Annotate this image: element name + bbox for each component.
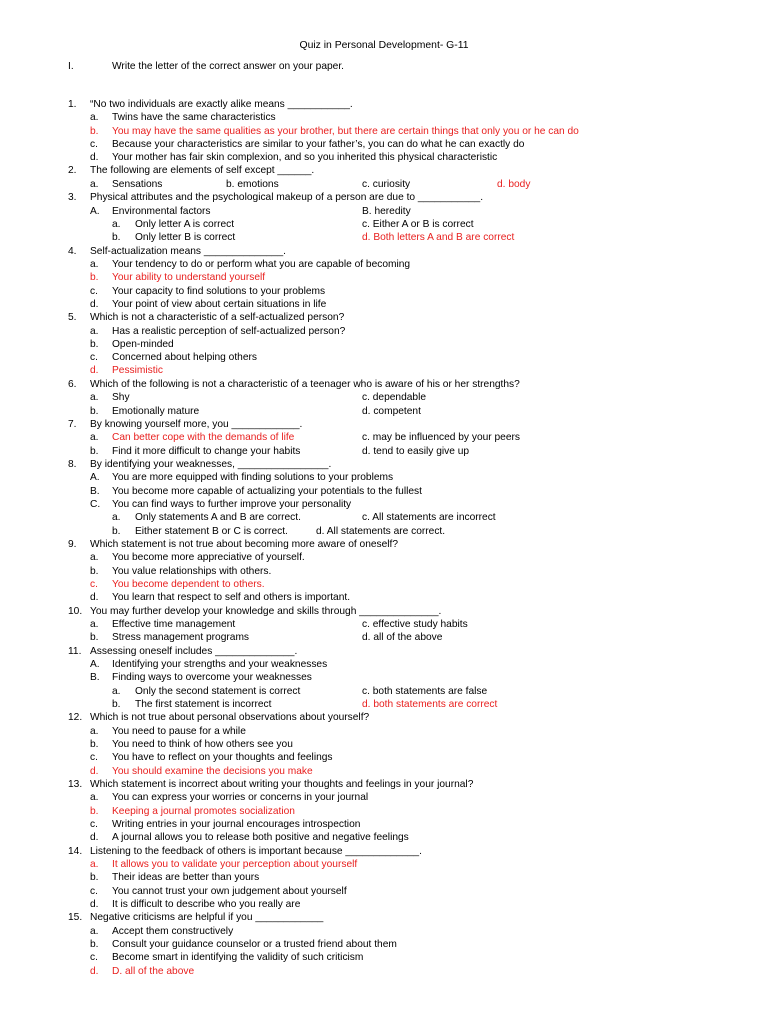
line-marker: a. (90, 432, 99, 443)
line-text: Emotionally mature (112, 406, 200, 417)
line-text: You cannot trust your own judgement about yourself (112, 886, 347, 897)
line-marker: b. (112, 526, 121, 537)
instruction-text: Write the letter of the correct answer on your paper. (112, 61, 344, 72)
line-marker: 13. (68, 779, 83, 790)
line-text: You may have the same qualities as your brother, but there are certain things that only you or he can do (112, 126, 579, 137)
line-text: c. All statements are incorrect (362, 512, 496, 523)
line-marker: b. (90, 939, 99, 950)
line-text: You need to think of how others see you (112, 739, 293, 750)
line-text: d. tend to easily give up (362, 446, 470, 457)
page-title: Quiz in Personal Development- G-11 (299, 40, 469, 51)
line-marker: c. (90, 579, 98, 590)
line-text: Stress management programs (112, 632, 250, 643)
line-text: Sensations (112, 179, 163, 190)
line-text: Your capacity to find solutions to your problems (112, 286, 326, 297)
line-marker: a. (90, 179, 99, 190)
line-text: d. All statements are correct. (316, 526, 446, 537)
line-marker: b. (90, 272, 99, 283)
line-marker: a. (90, 859, 99, 870)
line-text: Which statement is not true about becoming more aware of oneself? (90, 539, 399, 550)
line-text: Negative criticisms are helpful if you ____________ (90, 912, 324, 923)
line-marker: B. (90, 486, 100, 497)
line-marker: 15. (68, 912, 83, 923)
line-marker: 6. (68, 379, 77, 390)
line-marker: c. (90, 886, 98, 897)
line-marker: d. (90, 592, 99, 603)
line-text: Physical attributes and the psychological makeup of a person are due to ___________. (90, 192, 484, 203)
line-text: c. dependable (362, 392, 427, 403)
line-text: The following are elements of self except ______. (90, 165, 315, 176)
line-text: c. curiosity (362, 179, 411, 190)
line-text: d. Both letters A and B are correct (362, 232, 515, 243)
line-marker: A. (90, 206, 100, 217)
line-text: Which statement is incorrect about writing your thoughts and feelings in your journal? (90, 779, 474, 790)
line-text: Identifying your strengths and your weaknesses (112, 659, 328, 670)
line-marker: a. (112, 512, 121, 523)
line-marker: c. (90, 352, 98, 363)
line-text: You may further develop your knowledge and skills through ______________. (90, 606, 442, 617)
line-text: Because your characteristics are similar to your father’s, you can do what he can exactly do (112, 139, 525, 150)
line-text: You can find ways to further improve your personality (112, 499, 352, 510)
line-text: Assessing oneself includes ______________. (90, 646, 298, 657)
line-marker: d. (90, 365, 99, 376)
line-text: d. body (497, 179, 531, 190)
line-text: Finding ways to overcome your weaknesses (112, 672, 312, 683)
line-marker: a. (90, 552, 99, 563)
line-marker: b. (90, 126, 99, 137)
line-marker: d. (90, 299, 99, 310)
line-text: By identifying your weaknesses, ________________. (90, 459, 332, 470)
line-marker: a. (112, 219, 121, 230)
line-marker: d. (90, 966, 99, 977)
line-text: B. heredity (362, 206, 411, 217)
line-marker: 2. (68, 165, 77, 176)
line-marker: 8. (68, 459, 77, 470)
line-text: You become dependent to others. (112, 579, 265, 590)
line-text: Accept them constructively (112, 926, 234, 937)
line-marker: a. (90, 259, 99, 270)
line-text: Open-minded (112, 339, 174, 350)
line-text: d. both statements are correct (362, 699, 498, 710)
line-marker: b. (90, 872, 99, 883)
line-text: c. Either A or B is correct (362, 219, 474, 230)
line-marker: A. (90, 472, 100, 483)
line-marker: c. (90, 952, 98, 963)
line-text: You are more equipped with finding solutions to your problems (112, 472, 394, 483)
line-marker: 12. (68, 712, 83, 723)
line-text: It is difficult to describe who you really are (112, 899, 301, 910)
line-text: You can express your worries or concerns in your journal (112, 792, 369, 803)
line-marker: a. (112, 686, 121, 697)
line-text: You become more capable of actualizing your potentials to the fullest (112, 486, 422, 497)
line-marker: 10. (68, 606, 83, 617)
line-marker: a. (90, 326, 99, 337)
line-marker: a. (90, 926, 99, 937)
line-marker: a. (90, 619, 99, 630)
line-marker: a. (90, 392, 99, 403)
line-text: Which is not true about personal observations about yourself? (90, 712, 370, 723)
line-marker: d. (90, 152, 99, 163)
line-text: Your ability to understand yourself (112, 272, 266, 283)
line-text: Only the second statement is correct (135, 686, 301, 697)
line-text: d. competent (362, 406, 421, 417)
line-marker: 3. (68, 192, 77, 203)
line-text: You have to reflect on your thoughts and feelings (112, 752, 333, 763)
line-text: “No two individuals are exactly alike means ___________. (90, 99, 353, 110)
line-text: Has a realistic perception of self-actualized person? (112, 326, 346, 337)
line-marker: C. (90, 499, 101, 510)
line-marker: b. (112, 699, 121, 710)
line-text: d. all of the above (362, 632, 443, 643)
line-marker: b. (90, 806, 99, 817)
line-text: You become more appreciative of yourself. (112, 552, 305, 563)
line-marker: 4. (68, 246, 77, 257)
line-text: Which is not a characteristic of a self-actualized person? (90, 312, 345, 323)
line-text: Effective time management (112, 619, 236, 630)
line-marker: A. (90, 659, 100, 670)
line-text: Become smart in identifying the validity of such criticism (112, 952, 364, 963)
line-marker: d. (90, 766, 99, 777)
line-text: You value relationships with others. (112, 566, 272, 577)
line-text: Pessimistic (112, 365, 163, 376)
line-text: By knowing yourself more, you ____________. (90, 419, 303, 430)
line-marker: b. (112, 232, 121, 243)
line-text: Environmental factors (112, 206, 211, 217)
line-text: Only letter A is correct (135, 219, 235, 230)
line-text: b. emotions (226, 179, 279, 190)
line-text: Your tendency to do or perform what you are capable of becoming (112, 259, 411, 270)
line-marker: b. (90, 446, 99, 457)
line-marker: 1. (68, 99, 77, 110)
line-marker: 7. (68, 419, 77, 430)
line-marker: b. (90, 406, 99, 417)
line-text: Writing entries in your journal encourages introspection (112, 819, 361, 830)
line-text: Listening to the feedback of others is important because _____________. (90, 846, 422, 857)
line-text: A journal allows you to release both positive and negative feelings (112, 832, 409, 843)
line-text: Concerned about helping others (112, 352, 257, 363)
line-text: You learn that respect to self and others is important. (112, 592, 351, 603)
line-marker: b. (90, 632, 99, 643)
line-text: Keeping a journal promotes socialization (112, 806, 295, 817)
line-marker: a. (90, 112, 99, 123)
line-text: Only letter B is correct (135, 232, 236, 243)
line-marker: 5. (68, 312, 77, 323)
line-text: Either statement B or C is correct. (135, 526, 288, 537)
line-marker: c. (90, 752, 98, 763)
line-marker: b. (90, 566, 99, 577)
line-marker: 11. (68, 646, 82, 657)
line-marker: b. (90, 739, 99, 750)
line-marker: 9. (68, 539, 77, 550)
line-marker: B. (90, 672, 100, 683)
line-marker: 14. (68, 846, 83, 857)
line-text: Their ideas are better than yours (112, 872, 260, 883)
line-text: D. all of the above (112, 966, 195, 977)
line-text: Twins have the same characteristics (112, 112, 276, 123)
line-marker: d. (90, 899, 99, 910)
line-text: Self-actualization means ______________. (90, 246, 286, 257)
line-text: It allows you to validate your perception about yourself (112, 859, 358, 870)
line-marker: a. (90, 792, 99, 803)
line-text: c. may be influenced by your peers (362, 432, 520, 443)
line-text: Only statements A and B are correct. (135, 512, 301, 523)
line-marker: c. (90, 139, 98, 150)
line-text: You should examine the decisions you make (112, 766, 313, 777)
line-marker: b. (90, 339, 99, 350)
line-text: c. both statements are false (362, 686, 488, 697)
line-text: Your point of view about certain situations in life (112, 299, 327, 310)
line-text: Your mother has fair skin complexion, and so you inherited this physical characteristic (112, 152, 498, 163)
line-marker: c. (90, 286, 98, 297)
line-text: Find it more difficult to change your habits (112, 446, 301, 457)
line-text: Shy (112, 392, 130, 403)
instruction-number: I. (68, 61, 74, 72)
line-marker: c. (90, 819, 98, 830)
line-marker: a. (90, 726, 99, 737)
line-text: The first statement is incorrect (135, 699, 272, 710)
line-text: Consult your guidance counselor or a trusted friend about them (112, 939, 397, 950)
line-text: You need to pause for a while (112, 726, 246, 737)
line-marker: d. (90, 832, 99, 843)
line-text: Which of the following is not a characteristic of a teenager who is aware of his or her strengths? (90, 379, 520, 390)
line-text: c. effective study habits (362, 619, 468, 630)
line-text: Can better cope with the demands of life (112, 432, 295, 443)
